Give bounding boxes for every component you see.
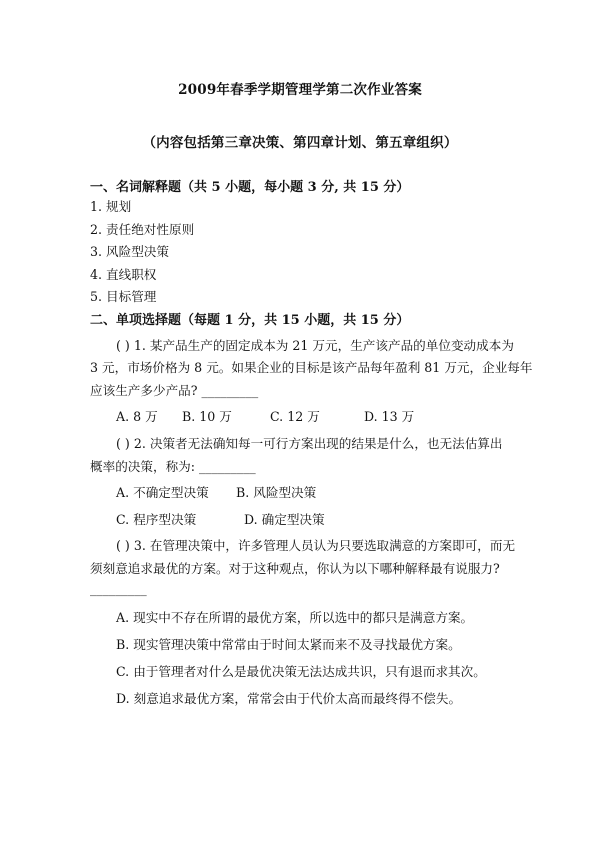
question-3-option-a: A. 现实中不存在所谓的最优方案，所以选中的都只是满意方案。 xyxy=(116,610,474,625)
question-2-option-b: B. 风险型决策 xyxy=(236,485,317,500)
question-1-line-3: 应该生产多少产品? _________ xyxy=(90,383,259,398)
question-3-answer-blank: _________ xyxy=(90,581,147,596)
question-1-line-2: 3 元，市场价格为 8 元。如果企业的目标是该产品每年盈利 81 万元，企业每年 xyxy=(90,360,533,375)
question-3-option-b: B. 现实管理决策中常常由于时间太紧而来不及寻找最优方案。 xyxy=(116,637,461,652)
document-subtitle: （内容包括第三章决策、第四章计划、第五章组织） xyxy=(142,135,458,151)
question-1-option-c: C. 12 万 xyxy=(270,409,320,424)
list-item: 5. 目标管理 xyxy=(90,289,157,304)
list-item: 1. 规划 xyxy=(90,199,132,214)
question-1-option-b: B. 10 万 xyxy=(182,409,232,424)
question-3-line-2: 须刻意追求最优的方案。对于这种观点，你认为以下哪种解释最有说服力? xyxy=(90,561,500,576)
document-title: 2009年春季学期管理学第二次作业答案 xyxy=(178,82,422,98)
question-2-line-2: 概率的决策，称为: _________ xyxy=(90,459,256,474)
section-heading-multiple-choice: 二、单项选择题（每题 1 分，共 15 小题，共 15 分） xyxy=(90,313,410,328)
question-2-option-d: D. 确定型决策 xyxy=(244,512,325,527)
question-3-line-1: ( ) 3. 在管理决策中，许多管理人员认为只要选取满意的方案即可，而无 xyxy=(116,538,516,553)
question-2-line-1: ( ) 2. 决策者无法确知每一可行方案出现的结果是什么，也无法估算出 xyxy=(116,436,503,451)
question-2-option-a: A. 不确定型决策 xyxy=(116,485,209,500)
list-item: 3. 风险型决策 xyxy=(90,244,169,259)
section-heading-definitions: 一、名词解释题（共 5 小题，每小题 3 分, 共 15 分） xyxy=(90,180,410,195)
question-2-option-c: C. 程序型决策 xyxy=(116,512,197,527)
question-1-option-d: D. 13 万 xyxy=(364,409,415,424)
question-1-option-a: A. 8 万 xyxy=(116,409,158,424)
question-3-option-d: D. 刻意追求最优方案，常常会由于代价太高而最终得不偿失。 xyxy=(116,691,462,706)
question-3-option-c: C. 由于管理者对什么是最优决策无法达成共识，只有退而求其次。 xyxy=(116,664,486,679)
question-1-line-1: ( ) 1. 某产品生产的固定成本为 21 万元，生产该产品的单位变动成本为 xyxy=(116,338,514,353)
list-item: 2. 责任绝对性原则 xyxy=(90,222,195,237)
list-item: 4. 直线职权 xyxy=(90,267,157,282)
